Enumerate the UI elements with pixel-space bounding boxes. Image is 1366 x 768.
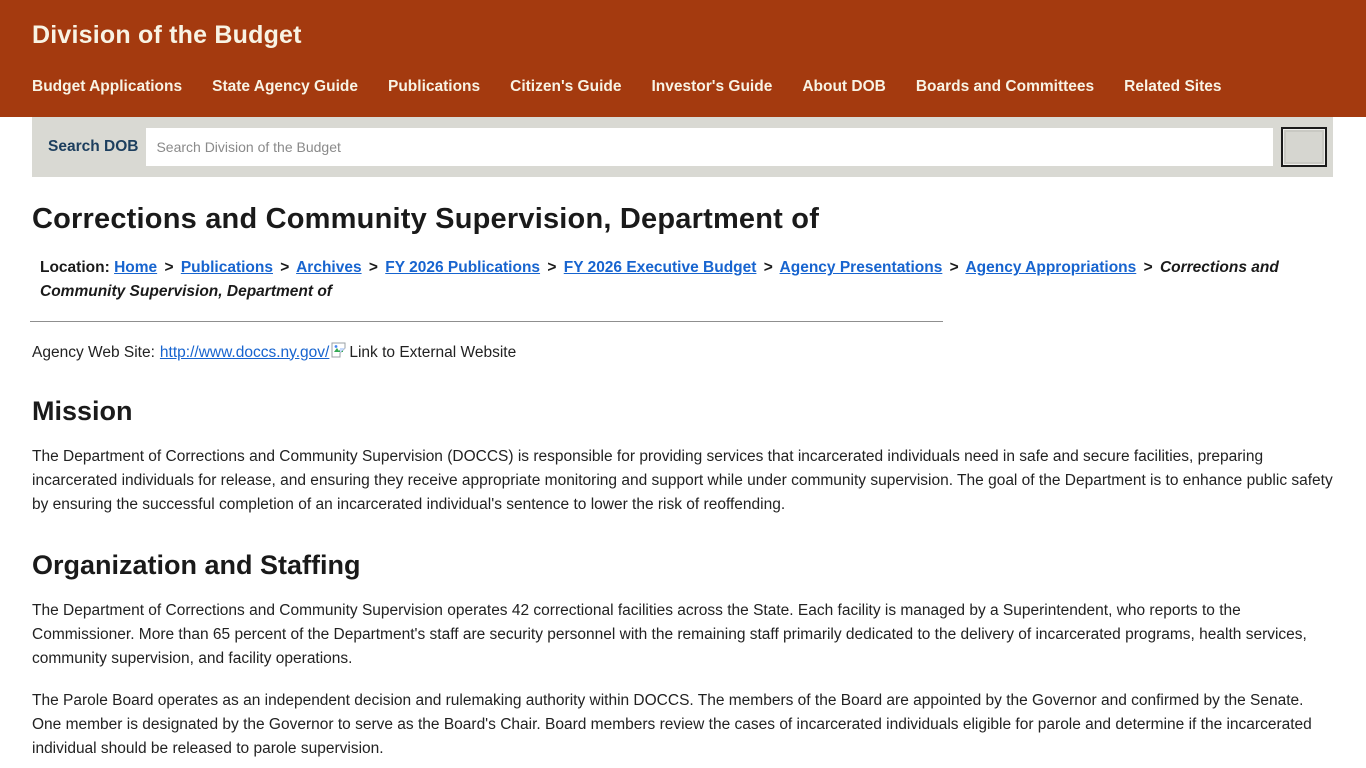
- breadcrumb-link-fy2026-publications[interactable]: FY 2026 Publications: [385, 259, 541, 276]
- breadcrumb-link-agency-appropriations[interactable]: Agency Appropriations: [965, 259, 1137, 276]
- breadcrumb-label: Location:: [40, 259, 110, 276]
- site-title: Division of the Budget: [32, 21, 302, 49]
- organization-staffing-section: [32, 550, 1334, 761]
- organization-staffing-heading: Organization and Staffing: [32, 550, 361, 580]
- agency-website-link[interactable]: http://www.doccs.ny.gov/: [159, 343, 330, 361]
- breadcrumb-separator: >: [547, 259, 557, 276]
- breadcrumb-separator: >: [368, 259, 378, 276]
- breadcrumb-link-fy2026-executive-budget[interactable]: FY 2026 Executive Budget: [563, 259, 757, 276]
- nav-item-boards-and-committees[interactable]: Boards and Committees: [915, 78, 1095, 95]
- breadcrumb-separator: >: [164, 259, 174, 276]
- breadcrumb-current-page: Corrections and Community Supervision, Department of: [40, 259, 1279, 300]
- breadcrumb-link-home[interactable]: Home: [114, 259, 158, 276]
- search-button[interactable]: [1281, 127, 1327, 167]
- breadcrumb-link-archives[interactable]: Archives: [296, 259, 362, 276]
- nav-item-related-sites[interactable]: Related Sites: [1124, 78, 1222, 95]
- nav-item-citizens-guide[interactable]: Citizen's Guide: [510, 78, 622, 95]
- breadcrumb-link-publications[interactable]: Publications: [180, 259, 273, 276]
- site-header: [0, 0, 1366, 117]
- mission-section: [32, 396, 1334, 517]
- content-divider: [30, 321, 943, 322]
- breadcrumb-separator: >: [949, 259, 959, 276]
- nav-item-investors-guide[interactable]: Investor's Guide: [651, 78, 773, 95]
- breadcrumb-separator: >: [763, 259, 773, 276]
- agency-website-line: [32, 342, 1334, 363]
- nav-item-budget-applications[interactable]: Budget Applications: [32, 78, 183, 95]
- mission-heading: Mission: [32, 396, 133, 426]
- external-link-alt-text: Link to External Website: [349, 343, 517, 361]
- agency-website-label: Agency Web Site:: [32, 343, 155, 361]
- breadcrumb-link-agency-presentations[interactable]: Agency Presentations: [779, 259, 943, 276]
- search-label: Search DOB: [48, 138, 139, 155]
- nav-item-state-agency-guide[interactable]: State Agency Guide: [212, 78, 358, 95]
- breadcrumb: [32, 256, 1282, 304]
- main-content: [0, 203, 1366, 761]
- breadcrumb-separator: >: [280, 259, 290, 276]
- broken-image-icon: [331, 342, 348, 363]
- search-bar: [32, 117, 1333, 177]
- page-title: Corrections and Community Supervision, Department of: [32, 203, 820, 235]
- search-input[interactable]: [146, 128, 1273, 166]
- nav-item-about-dob[interactable]: About DOB: [802, 78, 886, 95]
- breadcrumb-separator: >: [1143, 259, 1153, 276]
- nav-item-publications[interactable]: Publications: [387, 78, 481, 95]
- mission-paragraph: The Department of Corrections and Community Supervision (DOCCS) is responsible for providing services that incarcerated individuals need in safe and secure facilities, preparing incarcerated individuals for release, and ensuring they receive appropriate monitoring and support while under community supervision. The goal of the Department is to enhance public safety by ensuring the successful completion of an incarcerated individual's sentence to lower the risk of reoffending.: [32, 448, 1333, 513]
- organization-staffing-paragraph-1: The Department of Corrections and Community Supervision operates 42 correctional facilities across the State. Each facility is managed by a Superintendent, who reports to the Commissioner. More than 65 percent of the Department's staff are security personnel with the remaining staff primarily dedicated to the delivery of incarcerated programs, health services, community supervision, and facility operations.: [32, 602, 1307, 667]
- main-nav: [0, 78, 1366, 96]
- organization-staffing-paragraph-2: The Parole Board operates as an independent decision and rulemaking authority within DOCCS. The members of the Board are appointed by the Governor and confirmed by the Senate. One member is designated by the Governor to serve as the Board's Chair. Board members review the cases of incarcerated individuals eligible for parole and determine if the incarcerated individual should be released to parole supervision.: [32, 692, 1312, 757]
